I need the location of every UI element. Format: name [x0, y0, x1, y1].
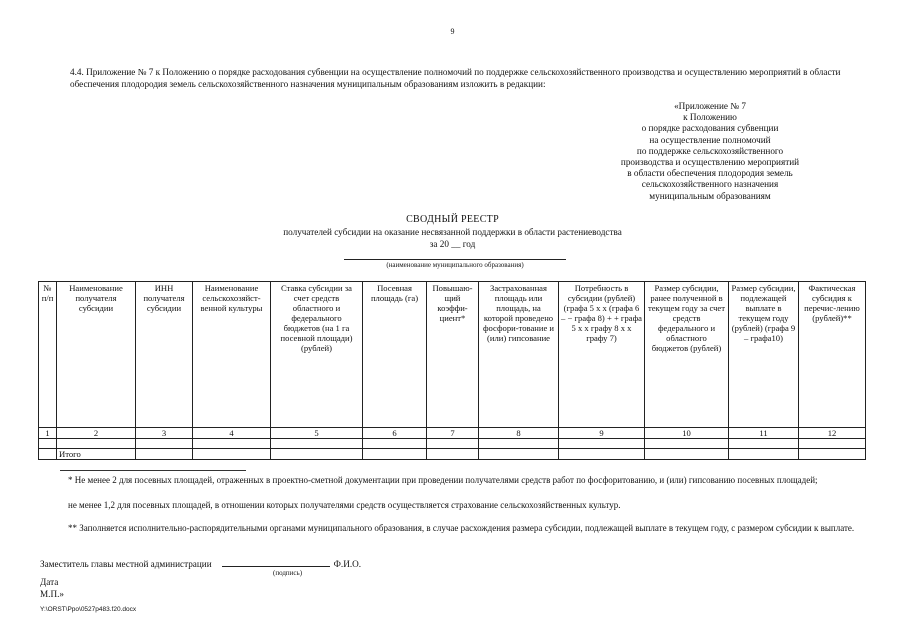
appendix-line: на осуществление полномочий [649, 134, 771, 145]
table-cell [479, 449, 559, 460]
footnote-divider [60, 470, 246, 471]
column-number: 11 [729, 428, 799, 439]
stamp-label: М.П.» [40, 589, 64, 599]
table-header-row [39, 282, 866, 428]
column-number: 5 [271, 428, 363, 439]
table-row [39, 439, 866, 449]
column-number: 4 [193, 428, 271, 439]
signature-line [222, 557, 330, 567]
signature-label: (подпись) [273, 569, 303, 577]
column-number: 1 [39, 428, 57, 439]
table-cell [193, 439, 271, 449]
table-cell [799, 449, 866, 460]
header-cell: Посевная площадь (га) [363, 282, 427, 428]
table-cell [136, 439, 193, 449]
appendix-line: сельскохозяйственного назначения [641, 179, 779, 190]
total-label: Итого [57, 449, 136, 460]
header-cell: Размер субсидии, подлежащей выплате в текущем году (рублей) (графа 9 – графа10) [729, 282, 799, 428]
column-number-row [39, 428, 866, 439]
appendix-line: в области обеспечения плодородия земель [627, 168, 793, 179]
table-cell [271, 449, 363, 460]
year-line: за 20 __ год [429, 239, 476, 249]
header-cell: Застрахованная площадь или площадь, на которой проведено фосфори-тование и (или) гипсование [479, 282, 559, 428]
table-cell [57, 439, 136, 449]
signature-fio: Ф.И.О. [333, 559, 362, 569]
signature-row [40, 557, 361, 569]
header-cell: Повышаю-щий коэффи-циент* [427, 282, 479, 428]
municipality-label: (наименование муниципального образования) [386, 261, 524, 269]
municipality-underline [344, 259, 566, 260]
intro-paragraph: 4.4. Приложение № 7 к Положению о порядке расходования субвенции на осуществление полномочий по поддержке сельскохозяйственного производства и осуществлению мероприятий в области обеспечения плодородия земель сельскохозяйственного назначения муниципальным образованиям изложить в редакции: [70, 67, 841, 89]
table-cell [645, 449, 729, 460]
table-cell [271, 439, 363, 449]
header-cell: Наименование получателя субсидии [57, 282, 136, 428]
table-cell [729, 449, 799, 460]
footnote-1-continuation: не менее 1,2 для посевных площадей, в отношении которых получателями средств осуществляется страхование сельскохозяйственных культур. [68, 500, 621, 510]
column-number: 3 [136, 428, 193, 439]
column-number: 10 [645, 428, 729, 439]
signature-position: Заместитель главы местной администрации [40, 559, 212, 569]
header-cell: № п/п [39, 282, 57, 428]
appendix-line: о порядке расходования субвенции [641, 123, 779, 134]
document-title: СВОДНЫЙ РЕЕСТР [406, 214, 499, 225]
table-cell [363, 439, 427, 449]
column-number: 9 [559, 428, 645, 439]
column-number: 6 [363, 428, 427, 439]
appendix-line: муниципальным образованиям [649, 190, 771, 201]
table-cell [136, 449, 193, 460]
table-cell [427, 439, 479, 449]
total-row [39, 449, 866, 460]
appendix-line: «Приложение № 7 [674, 101, 746, 111]
table-cell [559, 449, 645, 460]
appendix-heading [600, 101, 820, 202]
table-cell [427, 449, 479, 460]
registry-table [38, 281, 866, 460]
table-cell [39, 439, 57, 449]
table-cell [39, 449, 57, 460]
header-cell: Ставка субсидии за счет средств областного и федерального бюджетов (на 1 га посевной площади) (рублей) [271, 282, 363, 428]
footnote-2: ** Заполняется исполнительно-распорядительными органами муниципального образования, в случае расхождения размера субсидии, подлежащей выплате в текущем году, с размером субсидии к выплате. [68, 523, 855, 533]
column-number: 2 [57, 428, 136, 439]
table-cell [729, 439, 799, 449]
column-number: 7 [427, 428, 479, 439]
column-number: 12 [799, 428, 866, 439]
appendix-line: к Положению [683, 112, 737, 123]
header-cell: Наименование сельскохозяйст-венной культуры [193, 282, 271, 428]
table-cell [799, 439, 866, 449]
appendix-line: по поддержке сельскохозяйственного [636, 145, 784, 156]
file-path: Y:\ORST\Ppo\0527p483.f20.docx [40, 606, 137, 613]
page-number: 9 [450, 27, 455, 36]
footnote-1: * Не менее 2 для посевных площадей, отраженных в проектно-сметной документации при проведении получателями средств работ по фосфоритованию, и (или) гипсованию посевных площадей; [68, 475, 818, 485]
header-cell: Фактическая субсидия к перечис-лению (рублей)** [799, 282, 866, 428]
appendix-line: производства и осуществлению мероприятий [620, 157, 800, 168]
table-cell [559, 439, 645, 449]
header-cell: ИНН получателя субсидии [136, 282, 193, 428]
header-cell: Размер субсидии, ранее полученной в текущем году за счет средств федерального и областного бюджетов (рублей) [645, 282, 729, 428]
table-cell [363, 449, 427, 460]
header-cell: Потребность в субсидии (рублей) (графа 5 x х (графа 6 – − графа 8) + + графа 5 x х графу 8 x х графу 7) [559, 282, 645, 428]
table-cell [193, 449, 271, 460]
date-label: Дата [40, 577, 59, 587]
document-subtitle: получателей субсидии на оказание несвязанной поддержки в области растениеводства [283, 227, 622, 237]
table-cell [479, 439, 559, 449]
column-number: 8 [479, 428, 559, 439]
table-cell [645, 439, 729, 449]
